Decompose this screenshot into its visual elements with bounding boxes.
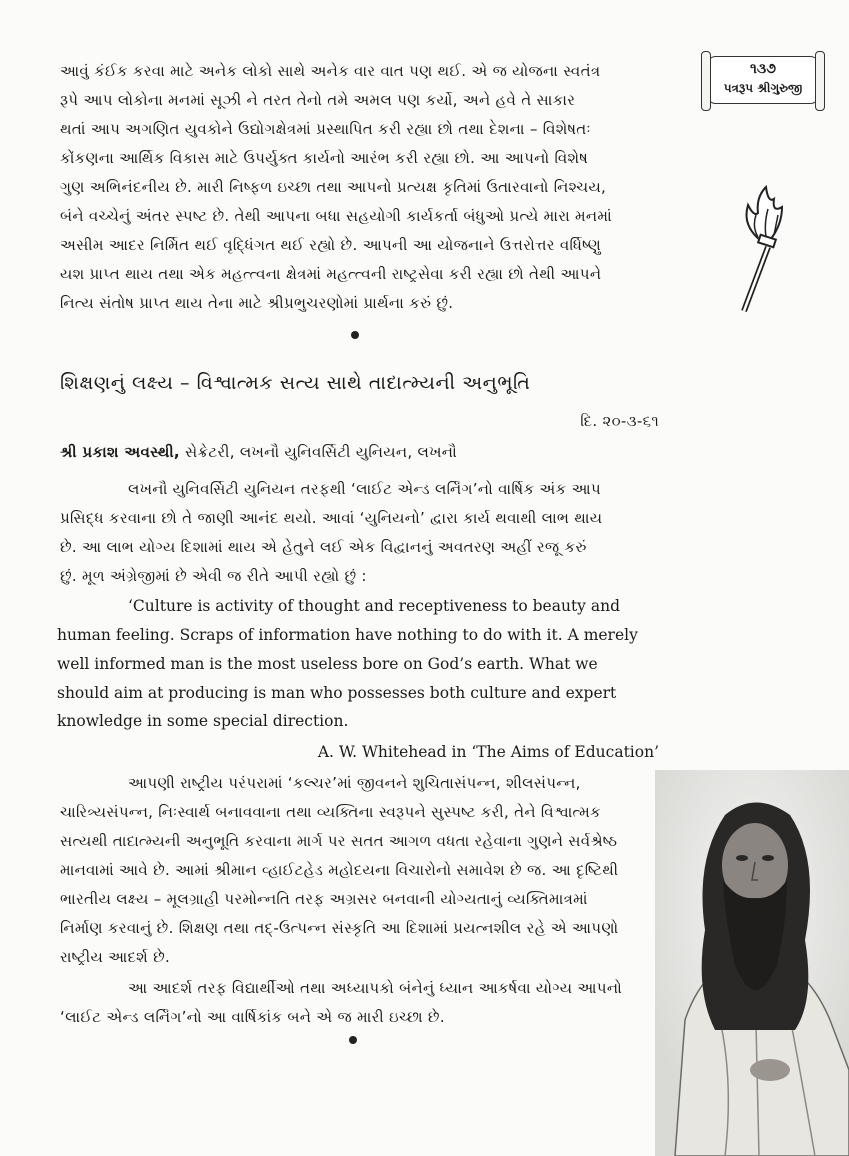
letter-heading: શિક્ષણનું લક્ષ્ય – વિશ્વાત્મક સત્ય સાથે તાદાત્મ્યની અનુભૂતિ: [60, 372, 531, 394]
text-line: લખનૌ યુનિવર્સિટી યુનિયન તરફથી ‘લાઈટ એન્ડ લર્નિંગ’નો વાર્ષિક અંક આપ: [128, 480, 601, 498]
text-line: છે. આ લાભ યોગ્ય દિશામાં થાય એ હેતુને લઈ એક વિદ્વાનનું અવતરણ અહીં રજૂ કરું: [60, 538, 587, 556]
quote-line: ‘Culture is activity of thought and receptiveness to beauty and: [128, 597, 621, 615]
section-divider-dot: [351, 331, 359, 339]
text-line: બંને વચ્ચેનું અંતર સ્પષ્ટ છે. તેથી આપના બધા સહયોગી કાર્યકર્તા બંધુઓ પ્રત્યે મારા મનમાં: [60, 207, 612, 225]
section-title: પત્રરૂપ શ્રીગુરુજી: [723, 81, 803, 95]
text-line: છું. મૂળ અંગ્રેજીમાં છે એવી જ રીતે આપી રહ્યો છું :: [60, 567, 367, 585]
recipient-name: શ્રી પ્રકાશ અવસ્થી,: [60, 443, 180, 461]
page-header-scroll: [706, 56, 820, 104]
quote-line: knowledge in some special direction.: [57, 712, 349, 730]
quote-line: well informed man is the most useless bore on God’s earth. What we: [57, 655, 598, 673]
text-line: રૂપે આપ લોકોના મનમાં સૂઝી ને તરત તેનો તમે અમલ પણ કર્યો, અને હવે તે સાકાર: [60, 91, 576, 109]
text-line: રાષ્ટ્રીય આદર્શ છે.: [60, 948, 171, 966]
text-line: ચારિત્ર્યસંપન્ન, નિઃસ્વાર્થ બનાવવાના તથા વ્યક્તિના સ્વરૂપને સુસ્પષ્ટ કરી, તેને વિશ્વાત્મક: [60, 803, 601, 821]
text-line: યશ પ્રાપ્ત થાય તથા એક મહત્ત્વના ક્ષેત્રમાં મહત્ત્વની રાષ્ટ્રસેવા કરી રહ્યા છો તેથી આપને: [60, 265, 602, 283]
text-line: ‘લાઈટ એન્ડ લર્નિંગ’નો આ વાર્ષિકાંક બને એ જ મારી ઇચ્છા છે.: [60, 1008, 445, 1026]
text-line: આ આદર્શ તરફ વિદ્યાર્થીઓ તથા અધ્યાપકો બંનેનું ધ્યાન આકર્ષવા યોગ્ય આપનો: [128, 979, 623, 997]
text-line: ભારતીય લક્ષ્ય – મૂલગ્રાહી પરમોન્નતિ તરફ અગ્રસર બનવાની યોગ્યતાનું વ્યક્તિમાત્રમાં: [60, 890, 588, 908]
text-line: થતાં આપ અગણિત યુવકોને ઉદ્યોગક્ષેત્રમાં પ્રસ્થાપિત કરી રહ્યા છો તથા દેશના – વિશેષતઃ: [60, 120, 591, 138]
text-line: આવું કંઈક કરવા માટે અનેક લોકો સાથે અનેક વાર વાત પણ થઈ. એ જ યોજના સ્વતંત્ર: [60, 62, 601, 80]
text-line: માનવામાં આવે છે. આમાં શ્રીમાન વ્હાઈટહેડ મહોદયના વિચારોનો સમાવેશ છે જ. આ દૃષ્ટિથી: [60, 861, 619, 879]
text-line: ગુણ અભિનંદનીય છે. મારી નિષ્ફળ ઇચ્છા તથા આપનો પ્રત્યક્ષ કૃતિમાં ઉતારવાનો નિશ્ચય,: [60, 178, 607, 196]
text-line: કોંકણના આર્થિક વિકાસ માટે ઉપર્યુક્ત કાર્યનો આરંભ કરી રહ્યા છો. આ આપનો વિશેષ: [60, 149, 589, 167]
text-line: અસીમ આદર નિર્મિત થઈ વૃદ્ધિંગત થઈ રહ્યો છે. આપની આ યોજનાને ઉત્તરોત્તર વર્ધિષ્ણુ: [60, 236, 601, 254]
text-line: નિર્માણ કરવાનું છે. શિક્ષણ તથા તદ્-ઉત્પન્ન સંસ્કૃતિ આ દિશામાં પ્રયત્નશીલ રહે એ આપણો: [60, 919, 619, 937]
letter-recipient: [60, 443, 457, 461]
torch-icon: [730, 185, 800, 315]
quote-attribution: A. W. Whitehead in ‘The Aims of Education’: [317, 743, 659, 761]
quote-line: should aim at producing is man who possesses both culture and expert: [57, 684, 617, 702]
letter-date: દિ. ૨૦-૩-૬૧: [580, 412, 659, 430]
text-line: સત્યથી તાદાત્મ્યની અનુભૂતિ કરવાના માર્ગ પર સતત આગળ વધતા રહેવાના ગુણને સર્વશ્રેષ્ઠ: [60, 832, 618, 850]
recipient-details: સેક્રેટરી, લખનૌ યુનિવર્સિટી યુનિયન, લખનૌ: [179, 443, 458, 461]
text-line: પ્રસિદ્ધ કરવાના છો તે જાણી આનંદ થયો. આવાં ‘યુનિયનો’ દ્વારા કાર્ય થવાથી લાભ થાય: [60, 509, 603, 527]
quote-line: human feeling. Scraps of information have nothing to do with it. A merely: [57, 626, 638, 644]
end-divider-dot: [349, 1036, 357, 1044]
portrait-image: [655, 770, 849, 1156]
text-line: આપણી રાષ્ટ્રીય પરંપરામાં ‘કલ્ચર’માં જીવનને શુચિતાસંપન્ન, શીલસંપન્ન,: [128, 774, 581, 792]
page-number: ૧૩૭: [750, 61, 776, 77]
text-line: નિત્ય સંતોષ પ્રાપ્ત થાય તેના માટે શ્રીપ્રભુચરણોમાં પ્રાર્થના કરું છું.: [60, 294, 454, 312]
